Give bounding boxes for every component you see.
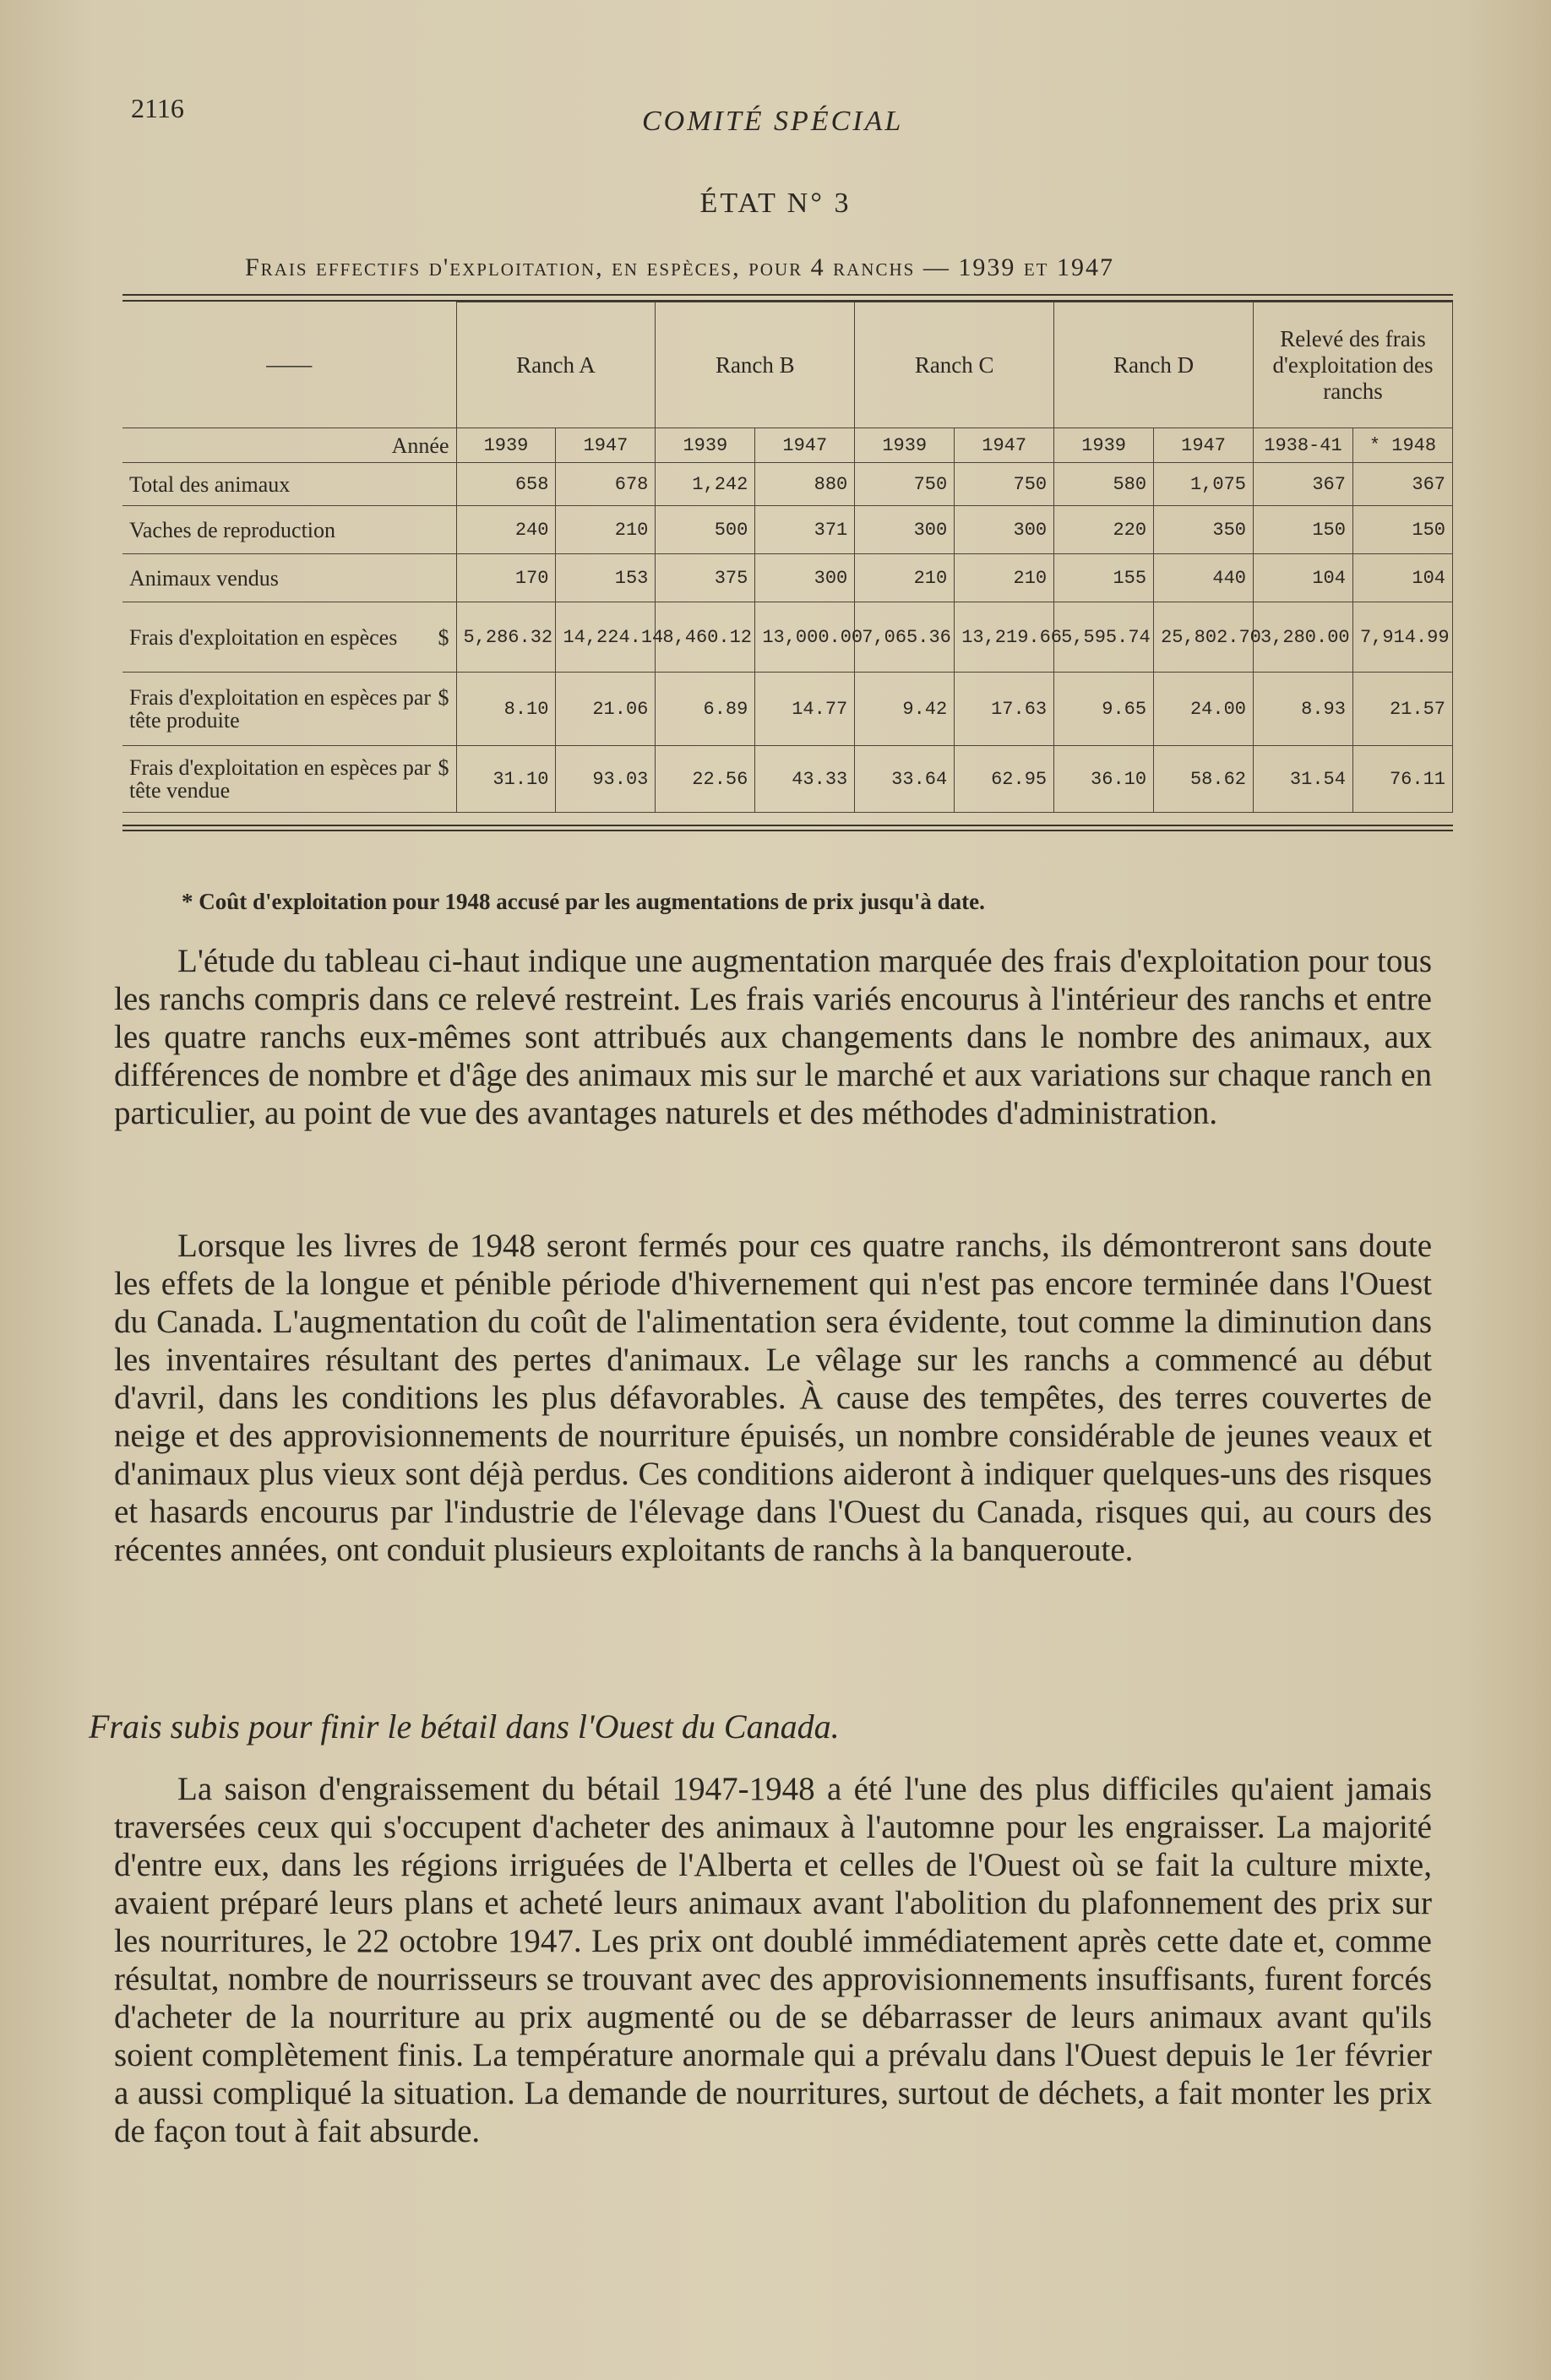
table-cell: 8.10 <box>456 673 556 746</box>
table-cell: 750 <box>955 463 1054 506</box>
table-cell: 350 <box>1154 506 1254 554</box>
table-cell: 367 <box>1352 463 1452 506</box>
table-cell: 375 <box>656 554 755 602</box>
table-cell: 104 <box>1254 554 1353 602</box>
table-cell: 500 <box>656 506 755 554</box>
table-cell: 580 <box>1054 463 1154 506</box>
group-header: Ranch C <box>855 302 1054 428</box>
body-paragraph <box>114 942 1432 1132</box>
body-paragraph <box>114 1227 1432 1569</box>
table-cell: 36.10 <box>1054 746 1154 813</box>
row-label: Frais d'exploitation en espèces <box>129 624 398 650</box>
table-cell: 155 <box>1054 554 1154 602</box>
top-rule <box>122 294 1453 302</box>
table-cell: 17.63 <box>955 673 1054 746</box>
table-cell: 24.00 <box>1154 673 1254 746</box>
data-table <box>122 302 1453 813</box>
year-row <box>122 428 1453 463</box>
table-row <box>122 554 1453 602</box>
row-label: Vaches de reproduction <box>129 517 336 542</box>
table-cell: 240 <box>456 506 556 554</box>
page-number: 2116 <box>131 93 184 123</box>
table-cell: 22.56 <box>656 746 755 813</box>
table-cell: 33.64 <box>855 746 955 813</box>
table-cell: 170 <box>456 554 556 602</box>
group-header: Ranch A <box>456 302 656 428</box>
group-header: Ranch B <box>656 302 855 428</box>
table-cell: 31.54 <box>1254 746 1353 813</box>
table-cell: 300 <box>955 506 1054 554</box>
table-row <box>122 506 1453 554</box>
paragraph-text: L'étude du tableau ci-haut indique une augmentation marquée des frais d'exploitation pour tous les ranchs compris dans ce relevé restreint. Les frais variés encourus à l'intérieur des ranchs et entre les quatre ranchs eux-mêmes sont attribués aux changements dans le nombre des animaux, aux différences de nombre et d'âge des animaux mis sur le marché et aux variations sur chaque ranch en particulier, au point de vue des avantages naturels et des méthodes d'administration. <box>114 943 1432 1131</box>
section-heading: Frais subis pour finir le bétail dans l'Ouest du Canada. <box>89 1707 840 1746</box>
row-unit: $ <box>438 624 449 650</box>
table-cell: 5,595.74 <box>1054 602 1154 673</box>
table-row <box>122 463 1453 506</box>
table-cell: 93.03 <box>556 746 656 813</box>
table-cell: 210 <box>955 554 1054 602</box>
table-cell: 150 <box>1254 506 1353 554</box>
table-cell: 300 <box>855 506 955 554</box>
table-cell: 371 <box>755 506 855 554</box>
year-label: Année <box>122 428 456 463</box>
data-table-container <box>122 294 1453 831</box>
table-cell: 658 <box>456 463 556 506</box>
table-cell: 31.10 <box>456 746 556 813</box>
group-header: Ranch D <box>1054 302 1254 428</box>
row-label: Frais d'exploitation en espèces par tête vendue <box>129 755 432 803</box>
table-cell: 62.95 <box>955 746 1054 813</box>
table-cell: 14.77 <box>755 673 855 746</box>
year-cell: 1947 <box>1154 428 1254 463</box>
group-header: Relevé des frais d'exploitation des ranchs <box>1254 302 1453 428</box>
table-cell: 300 <box>755 554 855 602</box>
year-cell: 1947 <box>556 428 656 463</box>
table-cell: 76.11 <box>1352 746 1452 813</box>
row-label: Frais d'exploitation en espèces par tête produite <box>129 685 432 733</box>
table-row <box>122 602 1453 673</box>
group-header-row <box>122 302 1453 428</box>
table-cell: 150 <box>1352 506 1452 554</box>
row-unit: $ <box>438 755 449 780</box>
table-title: ÉTAT N° 3 <box>699 188 852 219</box>
table-cell: 14,224.14 <box>556 602 656 673</box>
table-cell: 5,286.32 <box>456 602 556 673</box>
table-cell: 367 <box>1254 463 1353 506</box>
table-cell: 8.93 <box>1254 673 1353 746</box>
table-cell: 58.62 <box>1154 746 1254 813</box>
table-cell: 678 <box>556 463 656 506</box>
table-cell: 21.57 <box>1352 673 1452 746</box>
year-cell: 1938-41 <box>1254 428 1353 463</box>
table-cell: 1,075 <box>1154 463 1254 506</box>
table-footnote: * Coût d'exploitation pour 1948 accusé par les augmentations de prix jusqu'à date. <box>182 889 985 914</box>
table-cell: 880 <box>755 463 855 506</box>
table-cell: 7,065.36 <box>855 602 955 673</box>
corner-cell: —— <box>122 302 456 428</box>
bottom-rule <box>122 825 1453 831</box>
row-label: Total des animaux <box>129 471 291 497</box>
year-cell: 1947 <box>955 428 1054 463</box>
table-cell: 13,000.00 <box>755 602 855 673</box>
row-unit: $ <box>438 685 449 710</box>
table-cell: 104 <box>1352 554 1452 602</box>
running-head: COMITÉ SPÉCIAL <box>642 106 904 137</box>
table-cell: 153 <box>556 554 656 602</box>
table-cell: 210 <box>855 554 955 602</box>
table-cell: 7,914.99 <box>1352 602 1452 673</box>
year-cell: 1939 <box>855 428 955 463</box>
table-cell: 3,280.00 <box>1254 602 1353 673</box>
table-cell: 220 <box>1054 506 1154 554</box>
paragraph-text: Lorsque les livres de 1948 seront fermés pour ces quatre ranchs, ils démontreront sans doute les effets de la longue et pénible période d'hivernement qui n'est pas encore terminée dans l'Ouest du Canada. L'augmentation du coût de l'alimentation sera évidente, tout comme la diminution dans les inventaires résultant des pertes d'animaux. Le vêlage sur les ranchs a commencé au début d'avril, dans les conditions les plus défavorables. À cause des tempêtes, des terres couvertes de neige et des approvisionnements de nourriture épuisés, un nombre considérable de jeunes veaux et d'animaux plus vieux sont déjà perdus. Ces conditions aideront à indiquer quelques-uns des risques et hasards encourus par l'industrie de l'élevage dans l'Ouest du Canada, risques qui, au cours des récentes années, ont conduit plusieurs exploitants de ranchs à la banqueroute. <box>114 1228 1432 1568</box>
year-cell: 1939 <box>1054 428 1154 463</box>
year-cell: * 1948 <box>1352 428 1452 463</box>
table-cell: 25,802.70 <box>1154 602 1254 673</box>
table-row <box>122 746 1453 813</box>
table-cell: 9.65 <box>1054 673 1154 746</box>
paragraph-text: La saison d'engraissement du bétail 1947-1948 a été l'une des plus difficiles qu'aient jamais traversées ceux qui s'occupent d'acheter des animaux à l'automne pour les engraisser. La majorité d'entre eux, dans les régions irriguées de l'Alberta et celles de l'Ouest où se fait la culture mixte, avaient préparé leurs plans et acheté leurs animaux avant l'abolition du plafonnement des prix sur les nourritures, le 22 octobre 1947. Les prix ont doublé immédiatement après cette date et, comme résultat, nombre de nourrisseurs se trouvant avec des approvisionnements insuffisants, furent forcés d'acheter de la nourriture au prix augmenté ou de se débarrasser de leurs animaux avant qu'ils soient complètement finis. La température anormale qui a prévalu dans l'Ouest depuis le 1er février a aussi compliqué la situation. La demande de nourritures, surtout de déchets, a fait monter les prix de façon tout à fait absurde. <box>114 1771 1432 2149</box>
year-cell: 1939 <box>456 428 556 463</box>
table-cell: 13,219.66 <box>955 602 1054 673</box>
table-cell: 43.33 <box>755 746 855 813</box>
table-cell: 9.42 <box>855 673 955 746</box>
table-cell: 8,460.12 <box>656 602 755 673</box>
table-cell: 440 <box>1154 554 1254 602</box>
table-cell: 750 <box>855 463 955 506</box>
year-cell: 1939 <box>656 428 755 463</box>
table-caption: Frais effectifs d'exploitation, en espèces, pour 4 ranchs — 1939 et 1947 <box>245 253 1114 281</box>
body-paragraph <box>114 1770 1432 2150</box>
table-cell: 210 <box>556 506 656 554</box>
table-cell: 1,242 <box>656 463 755 506</box>
table-cell: 6.89 <box>656 673 755 746</box>
table-row <box>122 673 1453 746</box>
table-cell: 21.06 <box>556 673 656 746</box>
row-label: Animaux vendus <box>129 565 279 591</box>
year-cell: 1947 <box>755 428 855 463</box>
